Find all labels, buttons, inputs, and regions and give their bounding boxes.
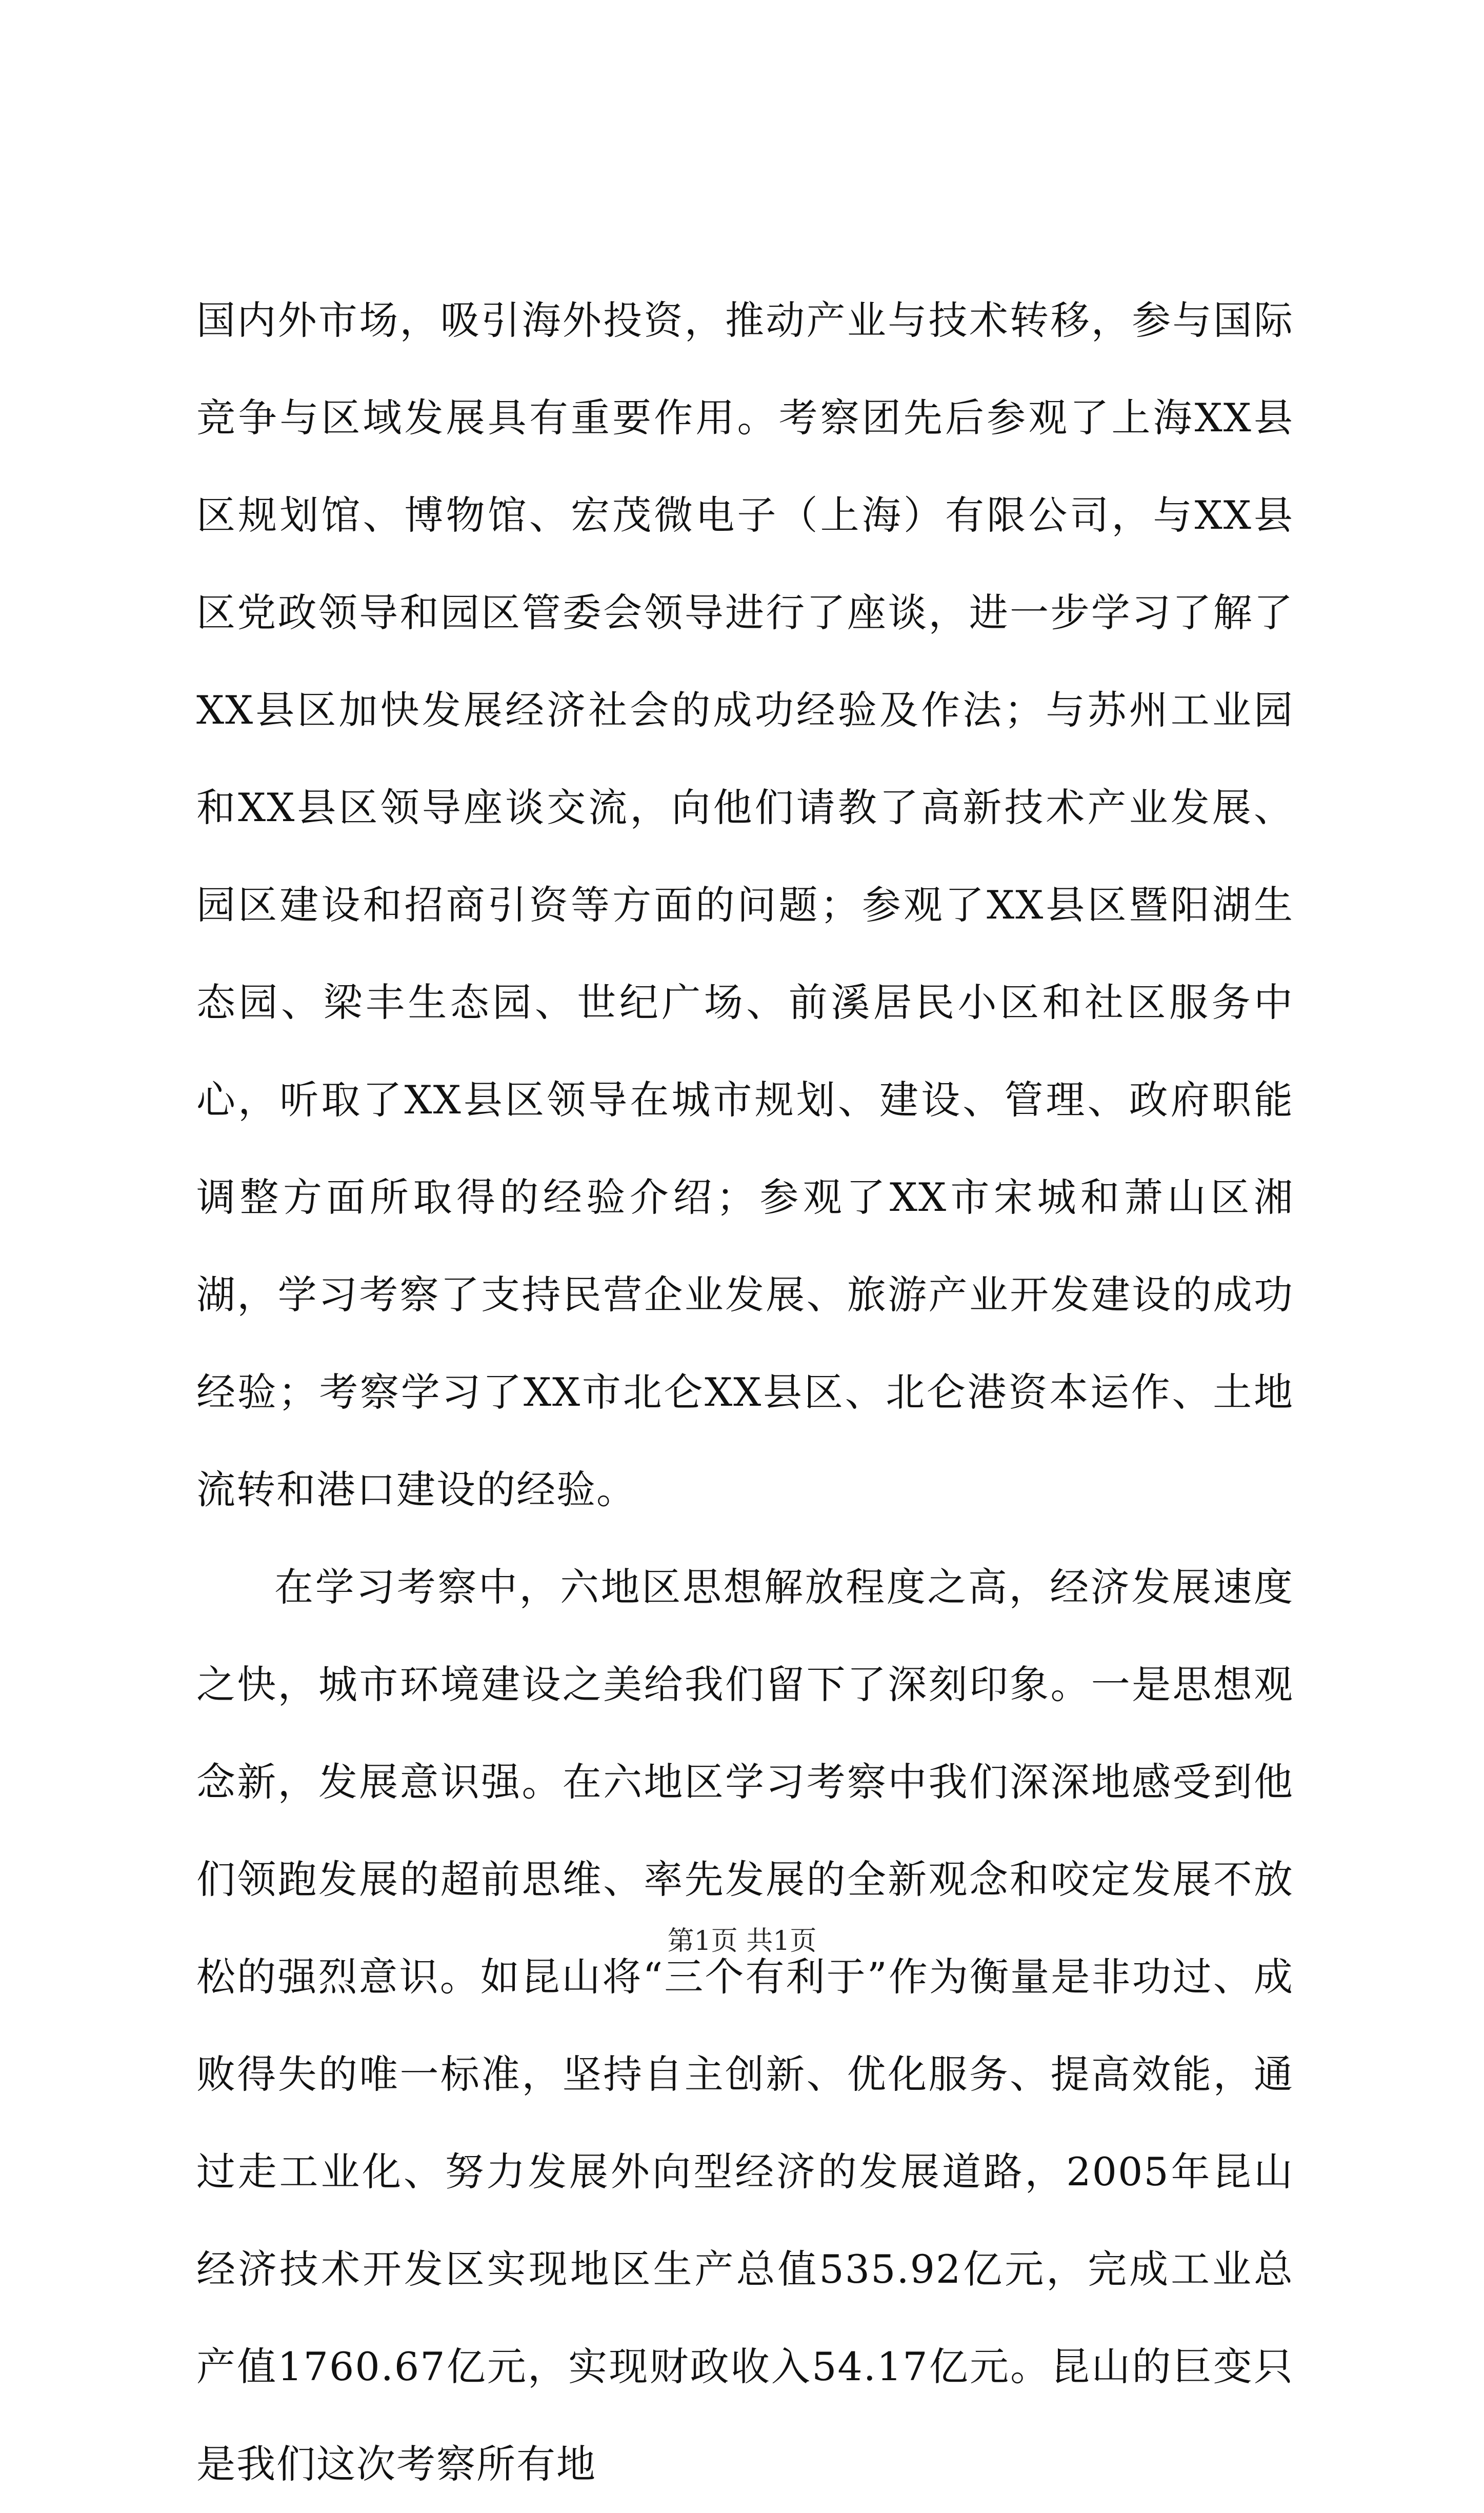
paragraph-1: 国内外市场，吸引海外投资，推动产业与技术转移，参与国际竞争与区域发展具有重要作用。考察团先后参观了上海XX县区规划馆、博物馆、宏茂微电子（上海）有限公司，与XX县区党政领导和园区管委会领导进行了座谈，进一步学习了解了XX县区加快发展经济社会的成功经验及作法；与苏州工业园和XX县区领导座谈交流，向他们请教了高新技术产业发展、园区建设和招商引资等方面的问题；参观了XX县区暨阳湖生态园、梁丰生态园、世纪广场、前溪居民小区和社区服务中心，听取了XX县区领导在城市规划、建设、管理、政府职能调整方面所取得的经验介绍；参观了XX市宋城和萧山区湘湖，学习考察了支持民营企业发展、旅游产业开发建设的成功经验；考察学习了XX市北仑XX县区、北仑港资本运作、土地流转和港口建设的经验。 (196, 297, 1294, 1512)
page-footer: 第1页 共1页 (667, 1926, 817, 1957)
body-text (196, 272, 1294, 2513)
paragraph-2: 在学习考察中，六地区思想解放程度之高，经济发展速度之快，城市环境建设之美给我们留下了深刻印象。一是思想观念新，发展意识强。在六地区学习考察中我们深深地感受到他们领跑发展的超前思维、率先发展的全新观念和咬定发展不放松的强烈意识。如昆山将“三个有利于”作为衡量是非功过、成败得失的唯一标准，坚持自主创新、优化服务、提高效能，通过走工业化、努力发展外向型经济的发展道路，2005年昆山经济技术开发区实现地区生产总值535.92亿元，完成工业总产值1760.67亿元，实现财政收入54.17亿元。昆山的巨变只是我们这次考察所有地 (196, 1564, 1294, 2487)
